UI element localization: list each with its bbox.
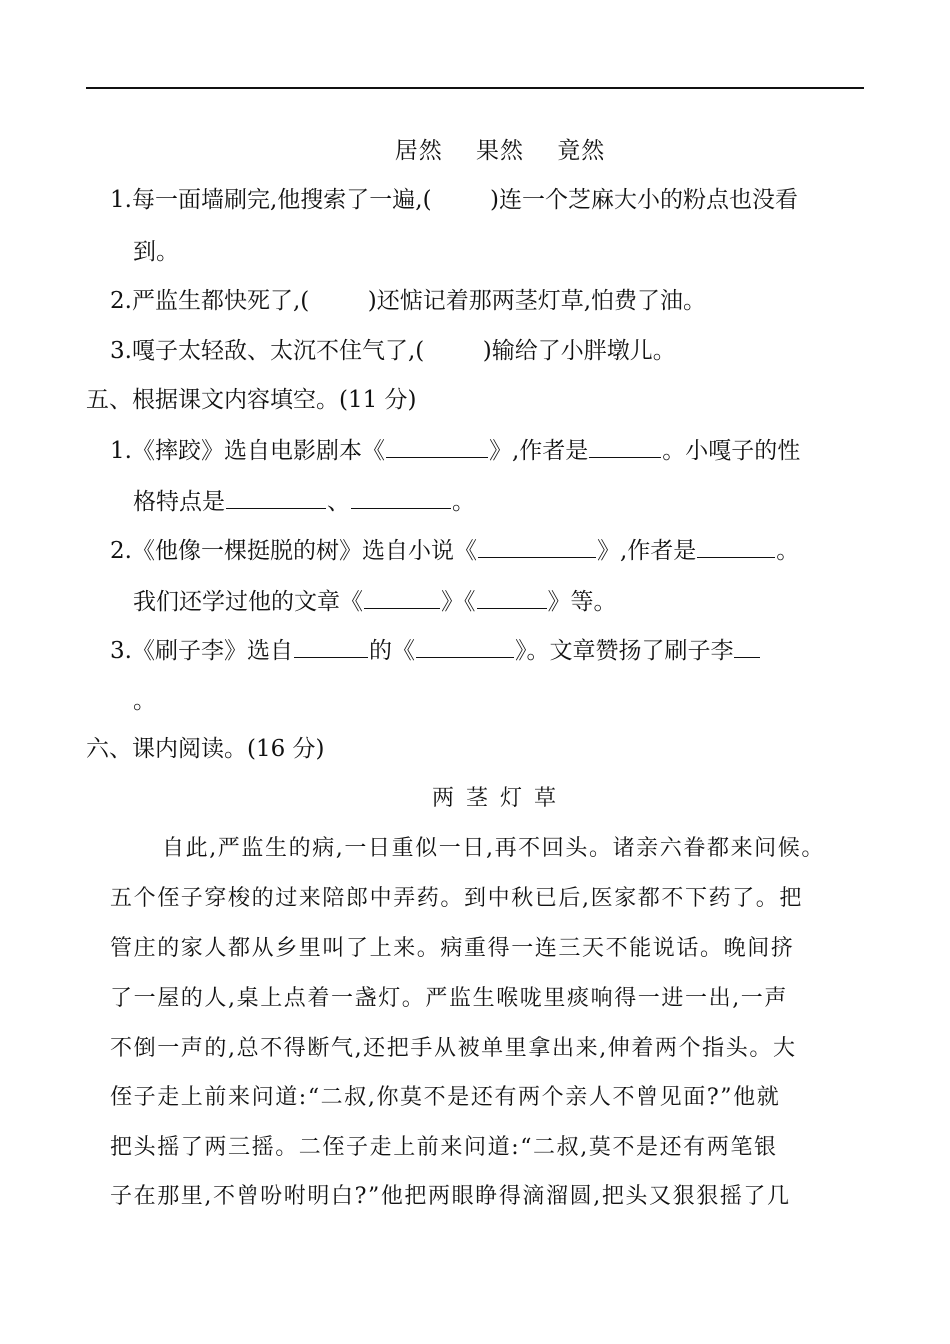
q5-3-text-a: 3.《刷子李》选自	[110, 638, 293, 664]
blank-praise[interactable]	[734, 635, 760, 658]
q4-item-1-line-2: 到。	[133, 239, 179, 265]
q5-1-text-e: 、	[327, 489, 350, 515]
q5-item-1-line-1	[110, 435, 800, 466]
passage-line-6: 侄子走上前来问道:“二叔,你莫不是还有两个亲人不曾见面?”他就	[110, 1085, 781, 1110]
q5-2-text-f: 》等。	[547, 589, 617, 615]
q4-item-2: 2.严监生都快死了,( )还惦记着那两茎灯草,怕费了油。	[110, 288, 707, 314]
q5-3-text-b: 的《	[368, 638, 415, 664]
passage-line-1: 自此,严监生的病,一日重似一日,再不回头。诸亲六眷都来问候。	[162, 836, 825, 861]
passage-line-4: 了一屋的人,桌上点着一盏灯。严监生喉咙里痰响得一进一出,一声	[110, 986, 788, 1011]
q5-1-text-a: 1.《摔跤》选自电影剧本《	[110, 438, 385, 464]
blank-source-work[interactable]	[416, 635, 514, 658]
blank-article-2[interactable]	[477, 586, 547, 609]
blank-source-author[interactable]	[294, 635, 368, 658]
q5-2-text-b: 》,作者是	[596, 538, 697, 564]
q4-item-3: 3.嘎子太轻敌、太沉不住气了,( )输给了小胖墩儿。	[110, 338, 676, 364]
q5-1-text-f: 。	[452, 489, 475, 515]
blank-trait-2[interactable]	[351, 486, 451, 509]
passage-line-7: 把头摇了两三摇。二侄子走上前来问道:“二叔,莫不是还有两笔银	[110, 1135, 778, 1160]
q5-item-2-line-2	[133, 586, 617, 617]
section-5-heading: 五、根据课文内容填空。(11 分)	[86, 387, 417, 413]
q4-item-1-line-1: 1.每一面墙刷完,他搜索了一遍,( )连一个芝麻大小的粉点也没看	[110, 187, 799, 213]
q5-item-3-line-2: 。	[133, 688, 156, 714]
passage-line-3: 管庄的家人都从乡里叫了上来。病重得一连三天不能说话。晚间挤	[110, 936, 795, 961]
q5-2-text-e: 》《	[441, 589, 476, 615]
blank-novel[interactable]	[478, 535, 596, 558]
q5-3-text-c: 》。文章赞扬了刷子李	[514, 638, 734, 664]
q5-item-2-line-1	[110, 535, 799, 566]
passage-line-8: 子在那里,不曾吩咐明白?”他把两眼睁得滴溜圆,把头又狠狠摇了几	[110, 1184, 791, 1209]
q5-2-text-d: 我们还学过他的文章《	[133, 589, 363, 615]
q5-1-text-b: 》,作者是	[488, 438, 589, 464]
word-bank: 居然 果然 竟然	[394, 138, 606, 164]
blank-author[interactable]	[589, 435, 661, 458]
q5-1-text-c: 。小嘎子的性	[662, 438, 801, 464]
blank-novel-author[interactable]	[697, 535, 775, 558]
q5-2-text-c: 。	[776, 538, 800, 564]
q5-1-text-d: 格特点是	[133, 489, 225, 515]
q5-item-1-line-2	[133, 486, 475, 517]
q5-item-3-line-1	[110, 635, 761, 666]
blank-trait-1[interactable]	[226, 486, 326, 509]
blank-film-script[interactable]	[386, 435, 488, 458]
section-6-heading: 六、课内阅读。(16 分)	[86, 736, 325, 762]
q5-2-text-a: 2.《他像一棵挺脱的树》选自小说《	[110, 538, 477, 564]
passage-line-5: 不倒一声的,总不得断气,还把手从被单里拿出来,伸着两个指头。大	[110, 1036, 797, 1061]
blank-article-1[interactable]	[364, 586, 440, 609]
passage-line-2: 五个侄子穿梭的过来陪郎中弄药。到中秋已后,医家都不下药了。把	[110, 886, 803, 911]
top-rule	[86, 87, 864, 89]
passage-title: 两茎灯草	[431, 786, 568, 811]
